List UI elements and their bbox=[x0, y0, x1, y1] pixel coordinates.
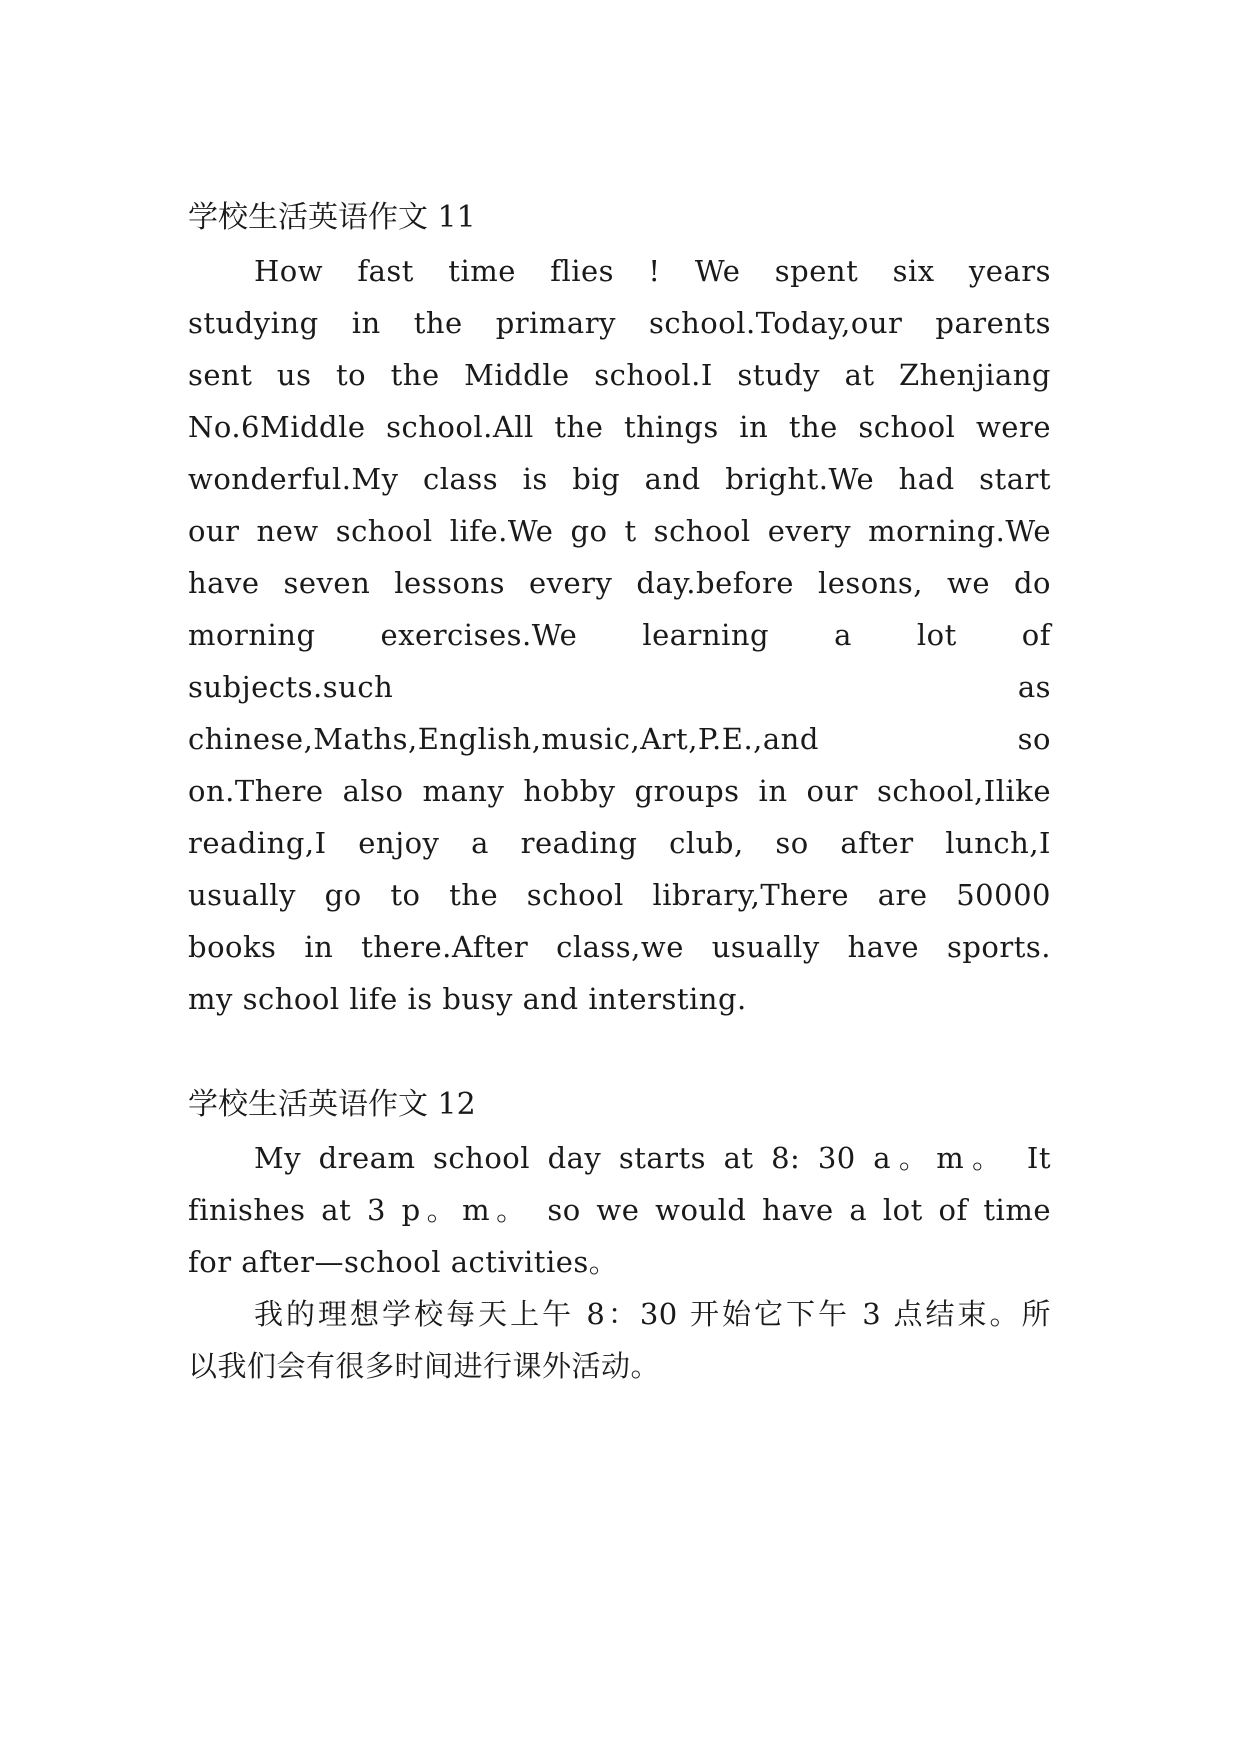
paragraph-line: sent us to the Middle school.I study at Zhenjiang bbox=[188, 358, 1051, 392]
paragraph-line: chinese,Maths,English,music,Art,P.E.,and so bbox=[188, 722, 1051, 756]
paragraph-line: My dream school day starts at 8: 30 a。m。 It bbox=[254, 1141, 1051, 1175]
paragraph-line: for after—school activities。 bbox=[188, 1245, 619, 1279]
paragraph-line: morning exercises.We learning a lot of bbox=[188, 618, 1051, 652]
paragraph-line: finishes at 3 p。m。 so we would have a lot of time bbox=[188, 1193, 1051, 1227]
paragraph-line: 我的理想学校每天上午 8：30 开始它下午 3 点结束。所 bbox=[254, 1297, 1051, 1331]
paragraph-line: usually go to the school library,There are 50000 bbox=[188, 878, 1051, 912]
paragraph-line: studying in the primary school.Today,our parents bbox=[188, 306, 1051, 340]
paragraph-line: No.6Middle school.All the things in the school were bbox=[188, 410, 1051, 444]
paragraph-line: 以我们会有很多时间进行课外活动。 bbox=[188, 1349, 661, 1383]
paragraph-line: subjects.such as bbox=[188, 670, 1051, 704]
paragraph-line: wonderful.My class is big and bright.We had start bbox=[188, 462, 1051, 496]
paragraph-line: reading,I enjoy a reading club, so after lunch,I bbox=[188, 826, 1051, 860]
paragraph-line: have seven lessons every day.before lesons, we do bbox=[188, 566, 1051, 600]
paragraph-line: books in there.After class,we usually have sports. bbox=[188, 930, 1051, 964]
section-heading: 学校生活英语作文 11 bbox=[188, 200, 476, 235]
paragraph-line: our new school life.We go t school every morning.We bbox=[188, 514, 1051, 548]
paragraph-line: my school life is busy and intersting. bbox=[188, 982, 747, 1016]
section-heading: 学校生活英语作文 12 bbox=[188, 1087, 476, 1122]
paragraph-line: on.There also many hobby groups in our school,Ilike bbox=[188, 774, 1051, 808]
paragraph-line: How fast time flies ! We spent six years bbox=[254, 254, 1051, 288]
